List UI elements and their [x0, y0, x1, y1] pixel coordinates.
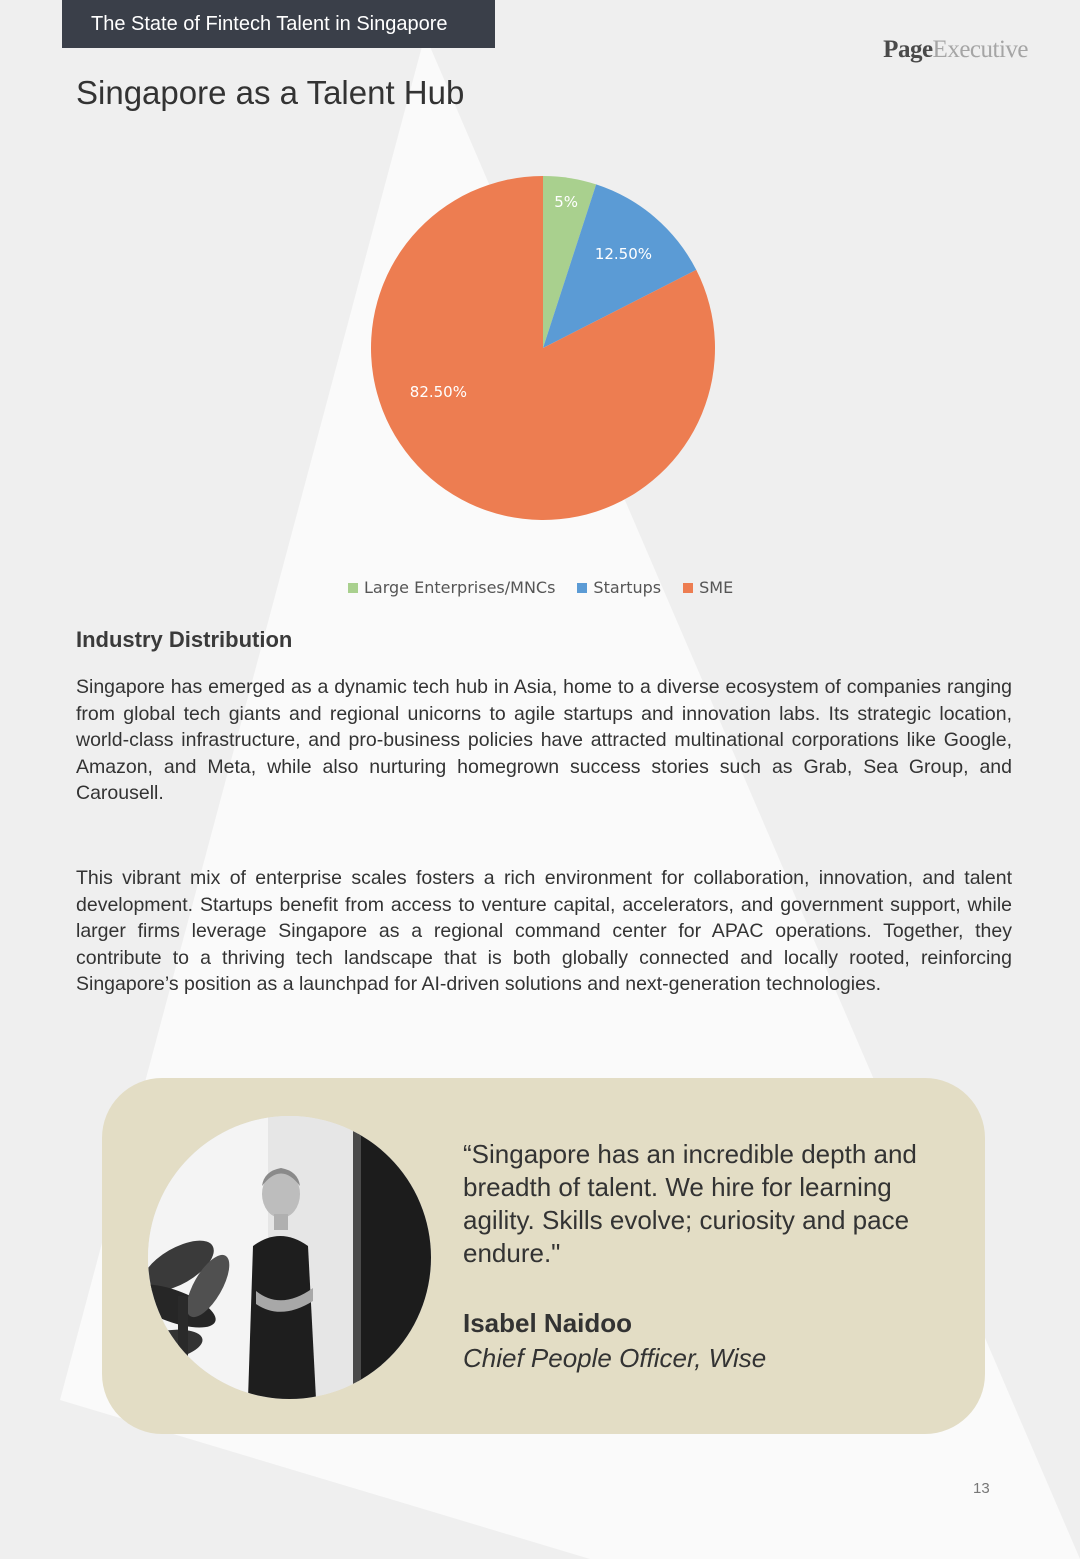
portrait-photo [148, 1116, 431, 1399]
portrait-illustration [148, 1116, 431, 1399]
page-number: 13 [973, 1480, 990, 1497]
legend-label-large-enterprises: Large Enterprises/MNCs [364, 578, 556, 597]
pie-label-startups: 12.50% [594, 244, 653, 263]
pie-label-large-enterprises: 5% [554, 192, 579, 211]
body-paragraph-1: Singapore has emerged as a dynamic tech hub in Asia, home to a diverse ecosystem of companies ranging from global tech giants and regional unicorns to agile startups and innovation labs. Its strategic location, world-class infrastructure, and pro-business policies have attracted multinational corporations like Google, Amazon, and Meta, while also nurturing homegrown success stories such as Grab, Sea Group, and Carousell. [76, 676, 1012, 804]
legend-label-startups: Startups [593, 578, 662, 597]
quote-author-role: Chief People Officer, Wise [463, 1343, 767, 1373]
report-title: The State of Fintech Talent in Singapore [91, 12, 448, 35]
quote-card [102, 1078, 985, 1434]
section-heading: Industry Distribution [76, 627, 293, 652]
quote-author-name: Isabel Naidoo [463, 1308, 633, 1338]
logo-page: Page [883, 36, 933, 63]
legend-item-large-enterprises [348, 578, 555, 597]
page-executive-logo [883, 36, 1028, 64]
legend-item-startups [577, 578, 661, 597]
legend-swatch-large-enterprises [348, 583, 358, 593]
quote-text: “Singapore has an incredible depth and breadth of talent. We hire for learning agility. Skills evolve; curiosity and pace endure." [463, 1139, 917, 1268]
pie-chart [340, 160, 760, 540]
chart-legend [348, 578, 733, 597]
legend-label-sme: SME [699, 578, 734, 597]
logo-executive: Executive [932, 36, 1028, 63]
legend-swatch-startups [577, 583, 587, 593]
page-title: Singapore as a Talent Hub [76, 74, 465, 111]
legend-swatch-sme [683, 583, 693, 593]
report-title-bar [62, 0, 495, 48]
legend-item-sme [683, 578, 733, 597]
body-paragraph-2: This vibrant mix of enterprise scales fosters a rich environment for collaboration, innovation, and talent development. Startups benefit from access to venture capital, accelerators, and government support, while larger firms leverage Singapore as a regional command center for APAC operations. Together, they contribute to a thriving tech landscape that is both globally connected and locally rooted, reinforcing Singapore’s position as a launchpad for AI-driven solutions and next-generation technologies. [76, 867, 1012, 995]
pie-label-sme: 82.50% [409, 383, 467, 402]
